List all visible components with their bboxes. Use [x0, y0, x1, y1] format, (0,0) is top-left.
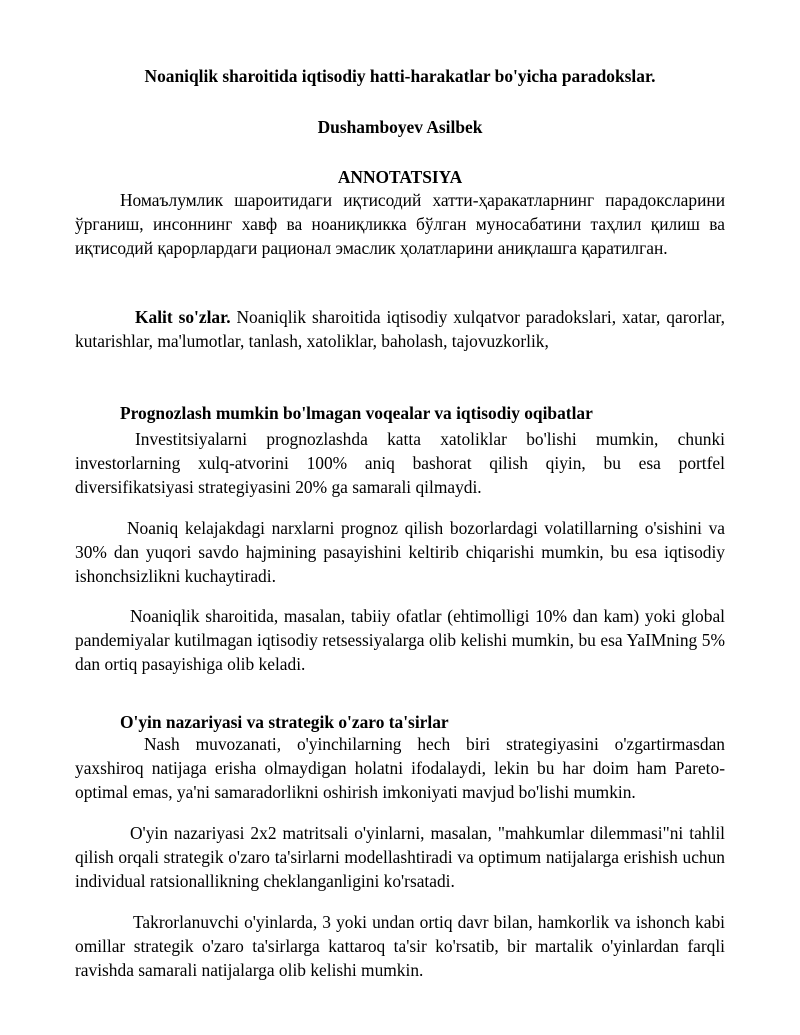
annotation-paragraph: Номаълумлик шароитидаги иқтисодий хатти-ҳаракатларнинг парадоксларини ўрганиш, инсоннинг хавф ва ноаниқликка бўлган муносабатини таҳлил қилиш ва иқтисодий қарорлардаги рационал эмаслик ҳолатларини аниқлашга қаратилган.	[75, 190, 725, 258]
section2-paragraph-2: O'yin nazariyasi 2x2 matritsali o'yinlarni, masalan, "mahkumlar dilemmasi"ni tahlil qilish orqali strategik o'zaro ta'sirlarni modellashtiradi va optimum natijalarga erishish uchun individual ratsionallikning cheklanganligini ko'rsatadi.	[75, 823, 725, 891]
annotation-heading: ANNOTATSIYA	[337, 167, 463, 187]
section1-paragraph-1: Investitsiyalarni prognozlashda katta xatoliklar bo'lishi mumkin, chunki investorlarning xulq-atvorini 100% aniq bashorat qilish qiyin, bu esa portfel diversifikatsiyasi strategiyasini 20% ga samarali qilmaydi.	[75, 429, 725, 497]
section2-paragraph-3: Takrorlanuvchi o'yinlarda, 3 yoki undan ortiq davr bilan, hamkorlik va ishonch kabi omillar strategik o'zaro ta'sirlarga kattaroq ta'sir ko'rsatib, bir martalik o'yinlardan farqli ravishda samarali natijalarga olib kelishi mumkin.	[75, 912, 725, 980]
section2-heading: O'yin nazariyasi va strategik o'zaro ta'sirlar	[120, 712, 449, 732]
section1-heading: Prognozlash mumkin bo'lmagan voqealar va iqtisodiy oqibatlar	[120, 403, 593, 423]
section1-paragraph-3: Noaniqlik sharoitida, masalan, tabiiy ofatlar (ehtimolligi 10% dan kam) yoki global pandemiyalar kutilmagan iqtisodiy retsessiyalarga olib kelishi mumkin, bu esa YaIMning 5% dan ortiq pasayishiga olib keladi.	[75, 606, 725, 674]
author-name: Dushamboyev Asilbek	[317, 117, 483, 137]
keywords-label: Kalit so'zlar.	[135, 307, 231, 327]
section2-paragraph-1: Nash muvozanati, o'yinchilarning hech biri strategiyasini o'zgartirmasdan yaxshiroq natijaga erisha olmaydigan holatni ifodalaydi, lekin bu har doim ham Pareto-optimal emas, ya'ni samaradorlikni oshirish imkoniyati mavjud bo'lishi mumkin.	[75, 734, 725, 802]
section1-paragraph-2: Noaniq kelajakdagi narxlarni prognoz qilish bozorlardagi volatillarning o'sishini va 30% dan yuqori savdo hajmining pasayishini keltirib chiqarishi mumkin, bu esa iqtisodiy ishonchsizlikni kuchaytiradi.	[75, 518, 725, 586]
keywords-paragraph	[75, 305, 725, 353]
keywords-text: Noaniqlik sharoitida iqtisodiy xulqatvor paradokslari, xatar, qarorlar, kutarishlar, ma'lumotlar, tanlash, xatoliklar, baholash, tajovuzkorlik,	[75, 307, 725, 351]
document-title: Noaniqlik sharoitida iqtisodiy hatti-harakatlar bo'yicha paradokslar.	[144, 66, 656, 86]
